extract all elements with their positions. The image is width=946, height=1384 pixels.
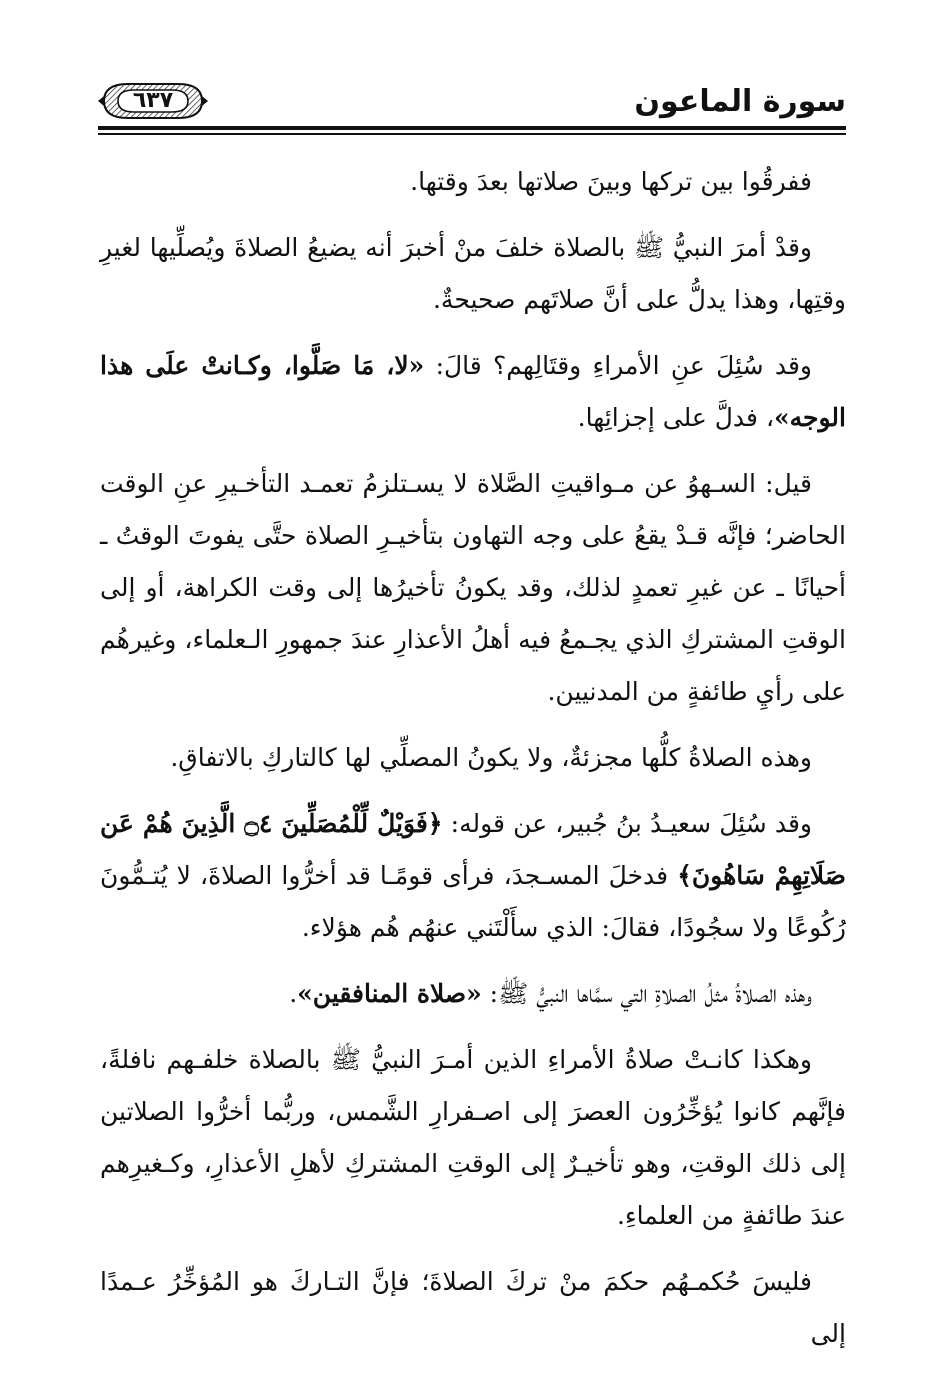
page-body <box>100 156 846 1374</box>
paragraph-text: فدخلَ المسـجدَ، فرأى قومًـا قد أخرُّوا الصلاةَ، لا يُتـمُّونَ رُكُوعًا ولا سجُودًا، فقالَ: الذي سأَلْتَني عنهُم هُم هؤلاء. <box>100 861 846 942</box>
paragraph <box>100 340 846 444</box>
paragraph-text: قيل: السـهوُ عن مـواقيتِ الصَّلاة لا يسـتلزمُ تعمـد التأخـيرِ عنِ الوقت الحاضر؛ فإنَّه قـدْ يقعُ على وجه التهاون بتأخيـرِ الصلاة حتَّى يفوتَ الوقتُ ـ أحيانًا ـ عن غيرِ تعمدٍ لذلك، وقد يكونُ تأخيرُها إلى وقت الكراهة، أو إلى الوقتِ المشتركِ الذي يجـمعُ فيه أهلُ الأعذارِ عندَ جمهورِ الـعلماء، وغيرهُم على رأيِ طائفةٍ من المدنيين. <box>100 469 846 706</box>
paragraph-text: وقد سُئِلَ عنِ الأمراءِ وقتَالِهم؟ قالَ: <box>424 351 812 380</box>
paragraph <box>100 1034 846 1242</box>
paragraph-text: وقد سُئِلَ سعيـدُ بنُ جُبير، عن قوله: <box>442 809 812 838</box>
paragraph <box>100 156 846 208</box>
emphasized-text: «لا، مَا صَلَّوا، وكـانتْ علَى هذا الوجه» <box>100 351 846 432</box>
page-header <box>98 72 846 134</box>
paragraph-text: وهذه الصلاةُ كلُّها مجزئةٌ، ولا يكونُ المصلِّي لها كالتاركِ بالاتفاقِ. <box>170 743 812 772</box>
paragraph-text: فليسَ حُكمـهُم حكمَ منْ تركَ الصلاةَ؛ فإنَّ التـاركَ هو المُؤخِّرُ عـمدًا إلى <box>100 1267 846 1348</box>
surah-title: سورة الماعون <box>634 84 846 119</box>
page-number: ٦٣٧ <box>132 88 174 113</box>
page-number-badge <box>98 82 208 120</box>
emphasized-text: ﴿فَوَيْلٌ لِّلْمُصَلِّينَ ۝٤ الَّذِينَ هُمْ عَن صَلَاتِهِمْ سَاهُونَ﴾ <box>100 809 846 890</box>
paragraph <box>100 222 846 326</box>
paragraph <box>100 1256 846 1360</box>
paragraph <box>100 458 846 718</box>
paragraph <box>100 798 846 954</box>
paragraph-text: . <box>289 979 298 1008</box>
paragraph-text: وهكذا كانـتْ صلاةُ الأمراءِ الذين أمـرَ النبيُّ ﷺ بالصلاة خلفـهم نافلةً، فإنَّهم كانوا يُؤخِّرُون العصرَ إلى اصـفرارِ الشَّمس، وربُّما أخرُّوا الصلاتين إلى ذلك الوقتِ، وهو تأخيـرٌ إلى الوقتِ المشتركِ لأهلِ الأعذارِ، وكـغيرِهم عندَ طائفةٍ من العلماءِ. <box>100 1045 846 1230</box>
paragraph <box>100 732 846 784</box>
paragraph-text: وقدْ أمرَ النبيُّ ﷺ بالصلاة خلفَ منْ أخبرَ أنه يضيعُ الصلاةَ ويُصلِّيها لغيرِ وقتِها، وهذا يدلُّ على أنَّ صلاتَهم صحيحةٌ. <box>100 233 846 314</box>
paragraph <box>100 968 846 1020</box>
header-rule-thin <box>98 133 846 135</box>
paragraph-text: ، فدلَّ على إجزائِها. <box>577 403 775 432</box>
header-rule-thick <box>98 126 846 130</box>
emphasized-text: «صلاة المنافقين» <box>297 979 482 1008</box>
paragraph-text: وهذه الصلاةُ مثلُ الصلاةِ التي سمَّاها النبيُّ ﷺ: <box>481 979 812 1008</box>
paragraph-text: ففرقُوا بين تركها وبينَ صلاتها بعدَ وقتها. <box>410 167 812 196</box>
